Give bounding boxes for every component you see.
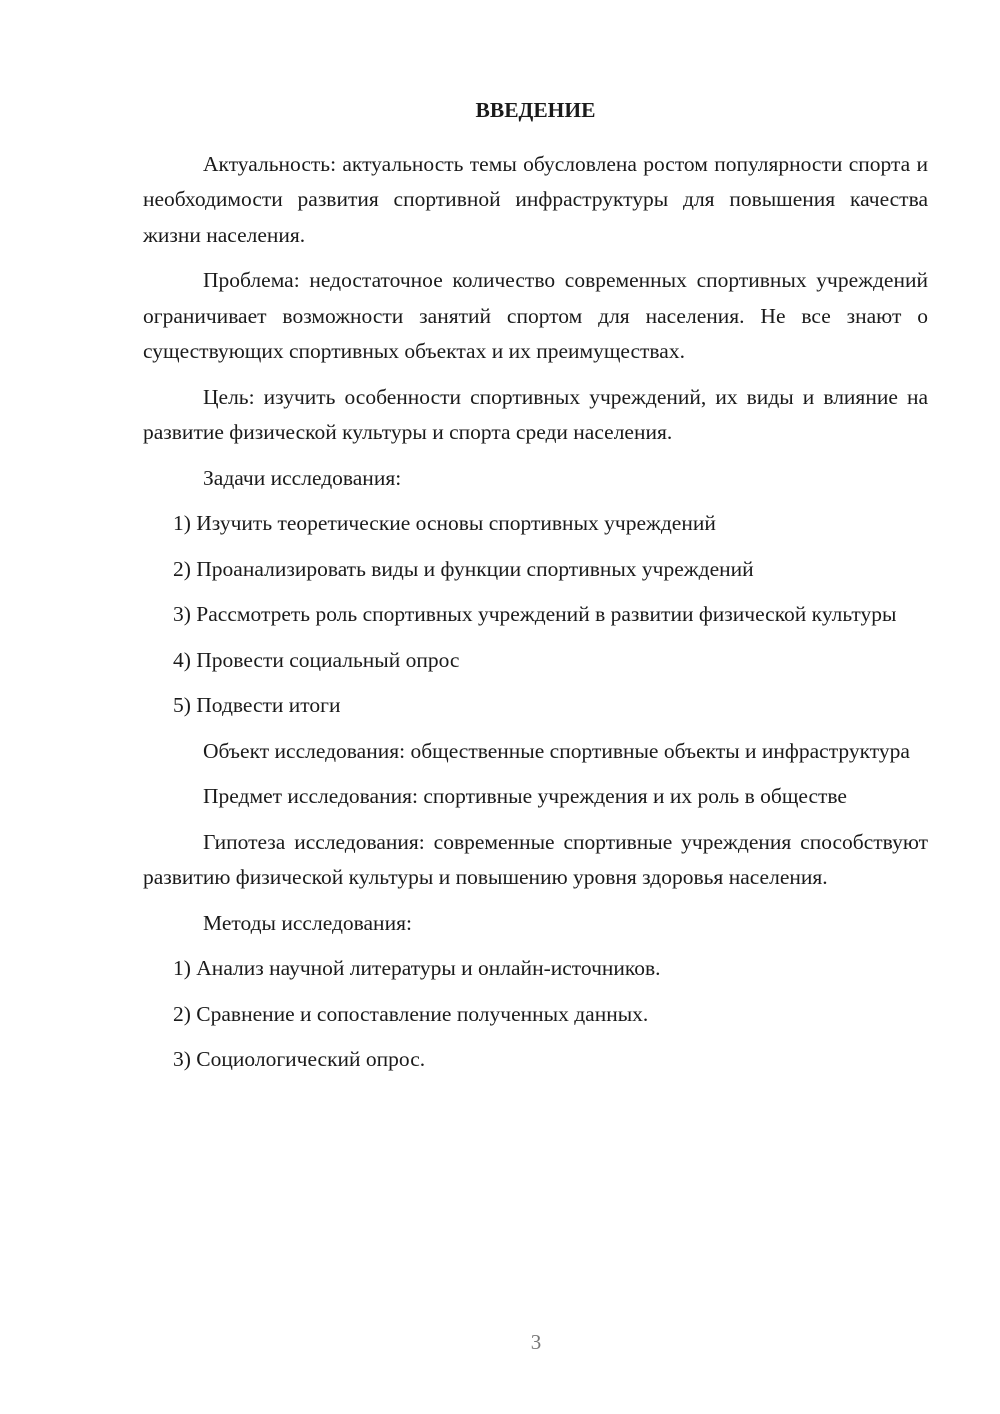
relevance-paragraph: Актуальность: актуальность темы обусловлена ростом популярности спорта и необходимости развития спортивной инфраструктуры для повышения качества жизни населения. — [143, 151, 928, 247]
task-item-2: 2) Проанализировать виды и функции спортивных учреждений — [173, 556, 754, 581]
subject-paragraph: Предмет исследования: спортивные учреждения и их роль в обществе — [203, 784, 847, 808]
method-item-2: 2) Сравнение и сопоставление полученных данных. — [173, 1001, 649, 1026]
document-page — [143, 93, 928, 1088]
method-item-1: 1) Анализ научной литературы и онлайн-источников. — [173, 956, 661, 980]
page-number: 3 — [530, 1330, 542, 1354]
method-item-3: 3) Социологический опрос. — [173, 1047, 426, 1071]
page-title: ВВЕДЕНИЕ — [475, 98, 596, 122]
tasks-heading: Задачи исследования: — [203, 465, 402, 490]
task-item-4: 4) Провести социальный опрос — [173, 647, 460, 672]
task-item-5: 5) Подвести итоги — [173, 693, 341, 717]
task-item-1: 1) Изучить теоретические основы спортивных учреждений — [173, 511, 716, 535]
goal-paragraph: Цель: изучить особенности спортивных учреждений, их виды и влияние на развитие физической культуры и спорта среди населения. — [143, 384, 928, 444]
object-paragraph: Объект исследования: общественные спортивные объекты и инфраструктура — [203, 738, 910, 763]
problem-paragraph: Проблема: недостаточное количество современных спортивных учреждений ограничивает возможности занятий спортом для населения. Не все знают о существующих спортивных объектах и их преимуществах. — [143, 268, 928, 363]
task-item-3: 3) Рассмотреть роль спортивных учреждений в развитии физической культуры — [173, 602, 897, 626]
hypothesis-paragraph: Гипотеза исследования: современные спортивные учреждения способствуют развитию физической культуры и повышению уровня здоровья населения. — [143, 829, 928, 889]
methods-heading: Методы исследования: — [203, 910, 412, 935]
